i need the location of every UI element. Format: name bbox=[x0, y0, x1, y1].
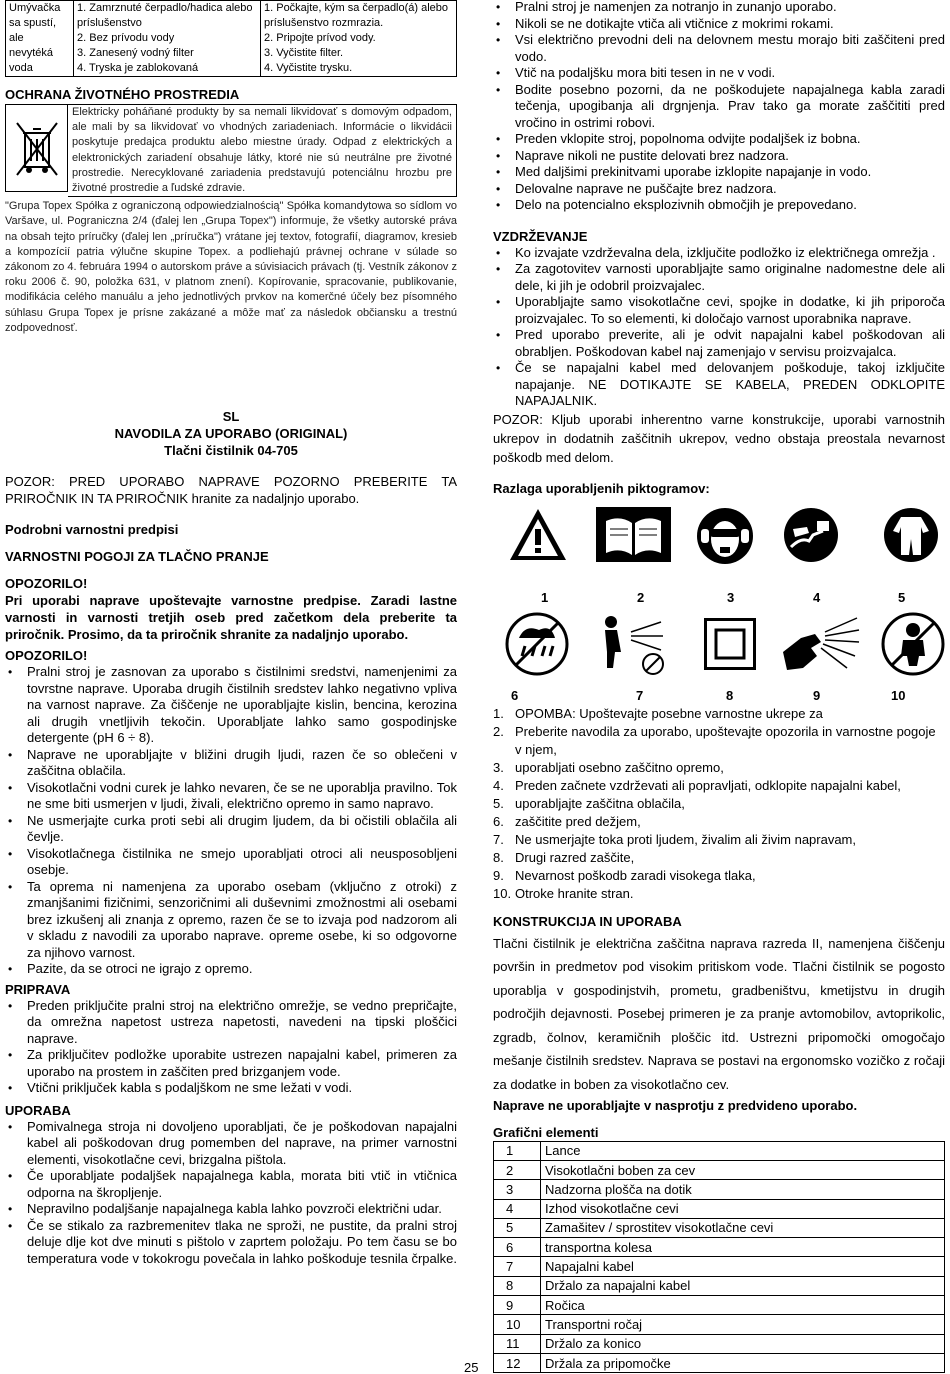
list-item: • Ta oprema ni namenjena za uporabo osebam (vključno z otroki) z zmanjšanimi fizičnimi, senzoričnimi ali duševnimi zmožnostmi ali osebami brez izkušenj ali znanja z opremo, razen če se to izvaja pod nadzorom ali v skladu z navodili za uporabo naprave. opreme osebe, ki so odgovorne za njihovo varnost. bbox=[5, 879, 457, 962]
list-item: • Nikoli se ne dotikajte vtiča ali vtičnice z mokrimi rokami. bbox=[493, 16, 945, 33]
table-row bbox=[494, 1276, 945, 1295]
part-name: Držalo za napajalni kabel bbox=[541, 1276, 945, 1295]
part-number: 7 bbox=[494, 1257, 541, 1276]
pictogram-item: 2. Preberite navodila za uporabo, upoštevajte opozorila in varnostne pogoje v njem, bbox=[493, 723, 936, 757]
part-number: 6 bbox=[494, 1238, 541, 1257]
safety-list bbox=[5, 664, 457, 978]
part-name: Držalo za konico bbox=[541, 1334, 945, 1353]
part-name: Držala za pripomočke bbox=[541, 1353, 945, 1372]
part-name: Napajalni kabel bbox=[541, 1257, 945, 1276]
list-item: • Pred uporabo preverite, ali je odvit napajalni kabel poškodovan ali obrabljen. Poškodovan kabel naj zamenjajo v servisu proizvajalca. bbox=[493, 327, 945, 360]
part-number: 3 bbox=[494, 1180, 541, 1199]
maintenance-list bbox=[493, 245, 945, 410]
pic-num: 8 bbox=[726, 687, 734, 703]
no-rain-icon bbox=[505, 612, 569, 676]
konstrukcija-text: Tlačni čistilnik je električna zaščitna naprava razreda II, namenjena čiščenju površin in predmetov pod visokim pritiskom vode. Tlačni čistilnik se pogosto uporablja v gospodinjstvih, prometu, gradbeništvu, kmetijstvu in drugih področjih dejavnosti. Posebej primeren je za pranje avtomobilov, avtoprikolic, zgradb, čolnov, keramičnih ploščic itd. Ustrezni pripomočki omogočajo mešanje čistilnih sredstev. Naprava se postavi na ergonomsko vozičko z ročaji za dodatke in boben za visokotlačno cev. bbox=[493, 935, 945, 1093]
graficni-heading: Grafični elementi bbox=[493, 1124, 599, 1140]
copyright-text: "Grupa Topex Spółka z ograniczoną odpowiedzialnością" Spółka komandytowa so sídlom vo Varšave, ul. Pograniczna 2/4 (ďalej len „Grupa Topex") informuje, že všetky autorské práva na obsah tejto príručky (ďalej len „príručka") vrátane jej textov, fotografií, diagramov, kresieb a kompozícií patria výlučne skupine Topex. a podliehajú právnej ochrane v súlade so zákonom zo 4. februára 1994 o autorskom práve a súvisiacich právach (tj. Vestník zákonov z roku 2006 č. 90, položka 631, v platnom znení). Kopírovanie, spracovanie, publikovanie, modifikácia celého manuálu a jeho jednotlivých prvkov na komerčné účely bez písomného súhlasu Grupa Topex je prísne zakázané a môže mať za následok občiansku a trestnú zodpovednosť. bbox=[5, 200, 457, 334]
list-item: • Visokotlačni vodni curek je lahko nevaren, če se ne uporablja pravilno. Tok ne sme biti usmerjen v ljudi, živali, električno opremo in samo napravo. bbox=[5, 780, 457, 813]
list-item: • Vsi električno prevodni deli na delovnem mestu morajo biti zaščiteni pred vodo. bbox=[493, 32, 945, 65]
list-item: • Pralni stroj je zasnovan za uporabo s čistilnimi sredstvi, namenjenimi za tovrstne naprave. Uporaba drugih čistilnih sredstev lahko negativno vpliva na varnost naprave. Za čiščenje ne uporabljajte kislin, bencina, kerozina ali drugih vnetljivih tekočin. Uporabljate lahko samo gospodinjske detergente (pH 6 ÷ 8). bbox=[5, 664, 457, 747]
pictogram-item: 6. zaščitite pred dežjem, bbox=[493, 813, 641, 829]
priprava-heading: PRIPRAVA bbox=[5, 981, 71, 997]
vzdrzevanje-heading: VZDRŽEVANJE bbox=[493, 228, 588, 244]
pictogram-item: 10. Otroke hranite stran. bbox=[493, 885, 634, 901]
table-row bbox=[494, 1353, 945, 1372]
list-item: • Delovalne naprave ne puščajte brez nadzora. bbox=[493, 181, 945, 198]
list-item: • Preden vklopite stroj, popolnoma odvijte podaljšek iz bobna. bbox=[493, 131, 945, 148]
opozorilo-text: Pri uporabi naprave upoštevajte varnostne predpise. Zaradi lastne varnosti in varnosti tretjih oseb pred začetkom dela preberite ta priročnik. Prosimo, da ta priročnik shranite za nadaljnjo uporabo. bbox=[5, 593, 457, 643]
list-item: • Ko izvajate vzdrževalna dela, izključite podložko iz električnega omrežja . bbox=[493, 245, 945, 262]
opozorilo-heading-2: OPOZORILO! bbox=[5, 648, 88, 664]
list-item: • Naprave ne uporabljajte v bližini drugih ljudi, razen če so oblečeni v zaščitna oblačila. bbox=[5, 747, 457, 780]
list-item: • Za zagotovitev varnosti uporabljajte samo originalne nadomestne dele ali dele, ki jih je odobril proizvajalec. bbox=[493, 261, 945, 294]
list-item: • Bodite posebno pozorni, da ne poškodujete napajalnega kabla zaradi tečenja, upogibanja ali drgnjenja. Prav tako ga morate zaščititi pred vročino in ostrimi robovi. bbox=[493, 82, 945, 132]
troubleshooting-table bbox=[5, 0, 457, 77]
pic-num: 2 bbox=[637, 589, 645, 605]
pictogram-list bbox=[493, 705, 945, 903]
read-manual-icon bbox=[596, 507, 671, 562]
pozor-text: POZOR: PRED UPORABO NAPRAVE POZORNO PREBERITE TA PRIROČNIK IN TA PRIROČNIK hranite za nadaljnjo uporabo. bbox=[5, 474, 457, 507]
part-number: 11 bbox=[494, 1334, 541, 1353]
ne-uporabljajte-text: Naprave ne uporabljajte v nasprotju z predvideno uporabo. bbox=[493, 1097, 858, 1113]
list-item: • Ne usmerjajte curka proti sebi ali drugim ljudem, da bi očistili oblačila ali čevlje. bbox=[5, 813, 457, 846]
table-row bbox=[494, 1218, 945, 1237]
pic-num: 6 bbox=[511, 687, 519, 703]
table-row bbox=[494, 1296, 945, 1315]
list-item: • Naprave nikoli ne pustite delovati brez nadzora. bbox=[493, 148, 945, 165]
env-box bbox=[5, 104, 457, 197]
env-text: Elektricky poháňané produkty by sa nemali likvidovať s domovým odpadom, ale mali by sa likvidovať vo vhodných zariadeniach. Informácie o likvidácii poskytuje predajca produktu alebo miestne úrady. Odpad z elektrických a elektronických zariadení obsahuje látky, ktoré nie sú neutrálne pre životné prostredie. Nerecyklované zariadenia predstavujú potenciálnu hrozbu pre životné prostredie a ľudské zdravie. bbox=[68, 104, 457, 197]
table-row bbox=[494, 1199, 945, 1218]
part-name: Lance bbox=[541, 1141, 945, 1160]
list-item: • Pralni stroj je namenjen za notranjo in zunanjo uporabo. bbox=[493, 0, 945, 16]
pic-num: 7 bbox=[636, 687, 644, 703]
list-item: • Če se stikalo za razbremenitev tlaka ne sproži, ne pustite, da pralni stroj deluje dlje kot dve minuti s pištolo v zaprtem položaju. Po tem času se bo temperatura vode v tokokrogu povečala in lahko poškoduje tesnila črpalke. bbox=[5, 1218, 457, 1268]
pic-num: 3 bbox=[727, 589, 735, 605]
pictogram-item: 3. uporabljati osebno zaščitno opremo, bbox=[493, 759, 724, 775]
table-row bbox=[6, 1, 457, 77]
list-item: • Delo na potencialno eksplozivnih območjih je prepovedano. bbox=[493, 197, 945, 214]
pictogram-item: 1. OPOMBA: Upoštevajte posebne varnostne ukrepe za bbox=[493, 705, 823, 721]
varnostni-heading: VARNOSTNI POGOJI ZA TLAČNO PRANJE bbox=[5, 549, 269, 565]
pictogram-item: 5. uporabljajte zaščitna oblačila, bbox=[493, 795, 685, 811]
left-column bbox=[5, 0, 457, 1267]
part-name: Ročica bbox=[541, 1296, 945, 1315]
table-row bbox=[494, 1160, 945, 1179]
table-row bbox=[494, 1334, 945, 1353]
pictogram-heading: Razlaga uporabljenih piktogramov: bbox=[493, 480, 710, 496]
list-item: • Vtič na podaljšku mora biti tesen in ne v vodi. bbox=[493, 65, 945, 82]
list-item: • Vtični priključek kabla s podaljškom ne sme ležati v vodi. bbox=[5, 1080, 457, 1097]
preparation-list bbox=[5, 998, 457, 1097]
warning-triangle-icon bbox=[508, 507, 568, 562]
protective-gear-icon bbox=[696, 507, 754, 565]
part-name: Nadzorna plošča na dotik bbox=[541, 1180, 945, 1199]
pictogram-item: 8. Drugi razred zaščite, bbox=[493, 849, 635, 865]
list-item: • Za priključitev podložke uporabite ustrezen napajalni kabel, primeren za uporabo na prostem in zaščiten pred brizganjem vode. bbox=[5, 1047, 457, 1080]
part-name: transportna kolesa bbox=[541, 1238, 945, 1257]
right-column bbox=[493, 0, 945, 1373]
protective-clothing-icon bbox=[883, 507, 939, 563]
pictogram-item: 9. Nevarnost poškodb zaradi visokega tlaka, bbox=[493, 867, 756, 883]
opozorilo-heading: OPOZORILO! bbox=[5, 576, 88, 592]
list-item: • Pomivalnega stroja ni dovoljeno uporabljati, če je poškodovan napajalni kabel ali poškodovan drug pomemben del naprave, na primer varnostni elementi, visokotlačne cevi, brizgalna pištola. bbox=[5, 1119, 457, 1169]
unplug-icon bbox=[783, 507, 839, 563]
doc-title: NAVODILA ZA UPORABO (ORIGINAL) bbox=[114, 426, 348, 442]
high-pressure-icon bbox=[781, 612, 861, 680]
cause-cell: 1. Zamrznuté čerpadlo/hadica alebo príslušenstvo 2. Bez prívodu vody 3. Zanesený vodný filter 4. Tryska je zablokovaná bbox=[74, 1, 261, 77]
table-row bbox=[494, 1141, 945, 1160]
no-children-icon bbox=[881, 612, 945, 676]
part-number: 12 bbox=[494, 1353, 541, 1372]
part-name: Zamašitev / sprostitev visokotlačne cevi bbox=[541, 1218, 945, 1237]
pictogram-grid bbox=[493, 497, 945, 703]
part-number: 4 bbox=[494, 1199, 541, 1218]
list-item: • Če uporabljate podaljšek napajalnega kabla, morata biti vtič in vtičnica odporna na škropljenje. bbox=[5, 1168, 457, 1201]
class-two-icon bbox=[704, 618, 756, 670]
pozor2-text: POZOR: Kljub uporabi inherentno varne konstrukcije, uporabi varnostnih ukrepov in dodatnih zaščitnih ukrepov, vedno obstaja preostala nevarnost poškodb med delom. bbox=[493, 411, 945, 465]
part-name: Izhod visokotlačne cevi bbox=[541, 1199, 945, 1218]
list-item: • Uporabljajte samo visokotlačne cevi, spojke in dodatke, ki jih priporoča proizvajalec. To so elementi, ki določajo varnost uporabnika naprave. bbox=[493, 294, 945, 327]
parts-table bbox=[493, 1141, 945, 1374]
pic-num: 4 bbox=[813, 589, 821, 605]
konstrukcija-heading: KONSTRUKCIJA IN UPORABA bbox=[493, 913, 682, 929]
part-number: 5 bbox=[494, 1218, 541, 1237]
pictogram-item: 4. Preden začnete vzdrževati ali popravljati, odklopite napajalni kabel, bbox=[493, 777, 901, 793]
list-item: • Visokotlačnega čistilnika ne smejo uporabljati otroci ali neusposobljeni osebje. bbox=[5, 846, 457, 879]
list-item: • Med daljšimi prekinitvami uporabe izklopite napajanje in vodo. bbox=[493, 164, 945, 181]
pic-num: 1 bbox=[541, 589, 549, 605]
table-row bbox=[494, 1257, 945, 1276]
table-row bbox=[494, 1180, 945, 1199]
part-name: Visokotlačni boben za cev bbox=[541, 1160, 945, 1179]
crossed-bin-icon bbox=[5, 104, 68, 192]
page-number: 25 bbox=[464, 1360, 479, 1374]
list-item: • Preden priključite pralni stroj na električno omrežje, se vedno prepričajte, da omrežna napetost ustreza napetosti, navedeni na tipski ploščici naprave. bbox=[5, 998, 457, 1048]
part-number: 9 bbox=[494, 1296, 541, 1315]
part-name: Transportni ročaj bbox=[541, 1315, 945, 1334]
pic-num: 10 bbox=[891, 687, 906, 703]
solution-cell: 1. Počkajte, kým sa čerpadlo(á) alebo príslušenstvo rozmrazia. 2. Pripojte prívod vody. 3. Vyčistite filter. 4. Vyčistite trysku. bbox=[261, 1, 457, 77]
part-number: 10 bbox=[494, 1315, 541, 1334]
table-row bbox=[494, 1315, 945, 1334]
list-item: • Nepravilno podaljšanje napajalnega kabla lahko povzroči električni udar. bbox=[5, 1201, 457, 1218]
pic-num: 9 bbox=[813, 687, 821, 703]
uporaba-heading: UPORABA bbox=[5, 1102, 71, 1118]
pictogram-item: 7. Ne usmerjajte toka proti ljudem, živalim ali živim napravam, bbox=[493, 831, 857, 847]
usage-list-cont bbox=[493, 0, 945, 214]
no-spray-people-icon bbox=[591, 612, 677, 680]
table-row bbox=[494, 1238, 945, 1257]
doc-subtitle: Tlačni čistilnik 04-705 bbox=[164, 443, 298, 459]
lang-code: SL bbox=[222, 409, 240, 425]
list-item: • Če se napajalni kabel med delovanjem poškoduje, takoj izključite napajanje. NE DOTIKAJTE SE KABELA, PREDEN ODKLOPITE NAPAJALNIK. bbox=[493, 360, 945, 410]
pic-num: 5 bbox=[898, 589, 906, 605]
podrobni-heading: Podrobni varnostni predpisi bbox=[5, 522, 179, 538]
list-item: • Pazite, da se otroci ne igrajo z opremo. bbox=[5, 961, 457, 978]
part-number: 2 bbox=[494, 1160, 541, 1179]
part-number: 1 bbox=[494, 1141, 541, 1160]
env-heading: OCHRANA ŽIVOTNÉHO PROSTREDIA bbox=[5, 87, 240, 102]
problem-cell: Umývačka sa spustí, ale nevytéká voda bbox=[6, 1, 74, 77]
part-number: 8 bbox=[494, 1276, 541, 1295]
usage-list bbox=[5, 1119, 457, 1268]
